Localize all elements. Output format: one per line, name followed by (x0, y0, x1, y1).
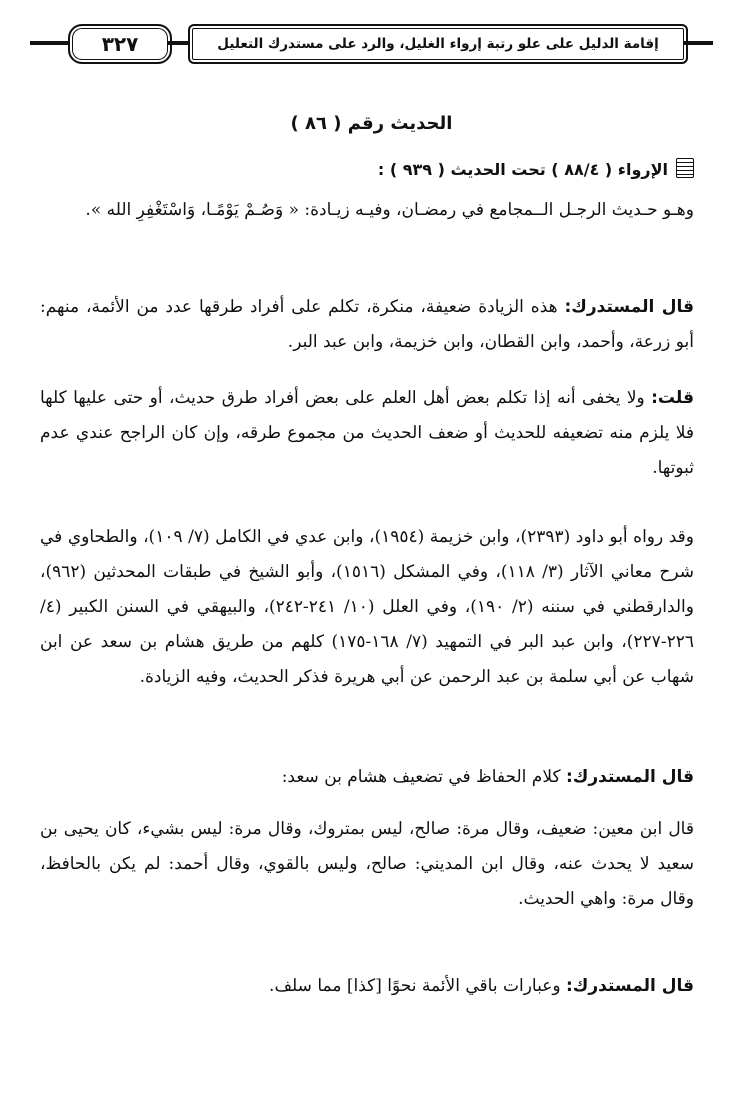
speaker-label: قال المستدرك: (564, 297, 695, 317)
speaker-label: قال المستدرك: (565, 976, 694, 996)
book-icon (676, 158, 694, 178)
speaker-label: قال المستدرك: (565, 767, 694, 787)
paragraph-hisham-critique: قال ابن معين: ضعيف، وقال مرة: صالح، ليس بمتروك، وقال مرة: ليس بشيء، كان يحيى بن سعيد لا يحدث عنه، وقال ابن المديني: صالح، وليس بالقوي، وقال أحمد: لم يكن بالحافظ، وقال مرة: واهي الحديث. (40, 819, 694, 909)
paragraph-text: ولا يخفى أنه إذا تكلم بعض أهل العلم على بعض أفراد طرق حديث، أو حتى عليها كلها فلا يلزم منه تضعيفه للحديث أو ضعف الحديث من مجموع طرقه، وإن كان الراجح عندي عدم ثبوتها. (40, 388, 694, 478)
paragraph-takhrij: وقد رواه أبو داود (٢٣٩٣)، وابن خزيمة (١٩٥٤)، وابن عدي في الكامل (٧/ ١٠٩)، والطحاوي في شرح معاني الآثار (٣/ ١١٨)، وفي المشكل (١٥١٦)، وأبو الشيخ في طبقات المحدثين (٩٦٢)، والدارقطني في سننه (٢/ ١٩٠)، وفي العلل (١٠/ ٢٤١-٢٤٢)، والبيهقي في السنن الكبير (٤/ ٢٢٦-٢٢٧)، وابن عبد البر في التمهيد (٧/ ١٦٨-١٧٥) كلهم من طريق هشام بن سعد عن ابن شهاب عن أبي سلمة بن عبد الرحمن عن أبي هريرة فذكر الحديث، وفيه الزيادة. (40, 527, 694, 687)
header-rule (168, 41, 188, 45)
header-rule (30, 41, 68, 45)
paragraph-hadith-text: وهـو حـديث الرجـل الــمجامع في رمضـان، وفيـه زيـادة: « وَصُـمْ يَوْمًـا، وَاسْتَغْفِرِ الله ». (85, 200, 694, 220)
paragraph-mustadrik-2 (40, 760, 694, 795)
speaker-label: قلت: (651, 388, 694, 408)
page-number: ٣٢٧ (68, 24, 172, 64)
irwa-reference (40, 155, 694, 185)
paragraph-text: كلام الحفاظ في تضعيف هشام بن سعد: (281, 767, 566, 787)
hadith-heading: الحديث رقم ( ٨٦ ) (290, 113, 453, 134)
paragraph-author-reply (40, 381, 694, 486)
irwa-reference-label: الإرواء ( ٨٨/٤ ) تحت الحديث ( ٩٣٩ ) : (377, 160, 668, 179)
header-rule (684, 41, 713, 45)
paragraph-mustadrik-1 (40, 290, 694, 360)
book-title: إقامة الدليل على علو رتبة إرواء الغليل، والرد على مستدرك التعليل (188, 24, 688, 64)
page-header (30, 18, 713, 70)
paragraph-mustadrik-3 (40, 969, 694, 1004)
paragraph-text: هذه الزيادة ضعيفة، منكرة، تكلم على أفراد طرقها عدد من الأئمة، منهم: أبو زرعة، وأحمد، وابن القطان، وابن خزيمة، وابن عبد البر. (40, 297, 694, 352)
paragraph-text: وعبارات باقي الأئمة نحوًا [كذا] مما سلف. (269, 976, 566, 996)
